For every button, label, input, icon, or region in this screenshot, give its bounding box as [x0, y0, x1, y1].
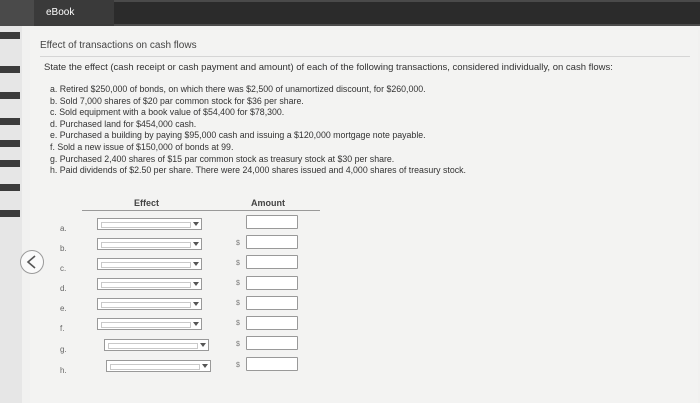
sidebar-bar[interactable]	[0, 160, 20, 167]
question-title: Effect of transactions on cash flows	[40, 40, 197, 51]
amount-input-f[interactable]	[246, 316, 298, 330]
top-bar-right	[114, 2, 700, 24]
effect-select-c[interactable]	[97, 258, 202, 270]
amount-input-d[interactable]	[246, 276, 298, 290]
select-inner	[101, 262, 191, 268]
amount-input-e[interactable]	[246, 296, 298, 310]
row-label: a.	[60, 224, 67, 233]
amount-input-g[interactable]	[246, 336, 298, 350]
dollar-sign: $	[236, 320, 240, 327]
amount-input-h[interactable]	[246, 357, 298, 371]
transaction-item: a. Retired $250,000 of bonds, on which there was $2,500 of unamortized discount, for $260,000.	[50, 84, 426, 94]
effect-select-e[interactable]	[97, 298, 202, 310]
row-label: d.	[60, 284, 67, 293]
amount-column-header: Amount	[251, 198, 285, 208]
transaction-item: f. Sold a new issue of $150,000 of bonds at 99.	[50, 141, 234, 152]
transaction-item: h. Paid dividends of $2.50 per share. There were 24,000 shares issued and 4,000 shares of treasury stock.	[50, 165, 466, 176]
ebook-tab[interactable]: eBook	[34, 0, 114, 26]
chevron-down-icon	[202, 364, 208, 368]
effect-select-f[interactable]	[97, 318, 202, 330]
transaction-list	[50, 84, 466, 177]
effect-select-h[interactable]	[106, 360, 211, 372]
dollar-sign: $	[236, 280, 240, 287]
amount-input-b[interactable]	[246, 235, 298, 249]
row-label: e.	[60, 304, 67, 313]
chevron-down-icon	[193, 282, 199, 286]
sidebar-bar[interactable]	[0, 66, 20, 73]
chevron-down-icon	[193, 262, 199, 266]
dollar-sign: $	[236, 300, 240, 307]
transaction-item: b. Sold 7,000 shares of $20 par common stock for $36 per share.	[50, 95, 304, 106]
sidebar-bar[interactable]	[0, 184, 20, 191]
top-bar	[0, 0, 700, 26]
sidebar-bar[interactable]	[0, 32, 20, 39]
chevron-left-icon	[26, 255, 38, 269]
row-label: b.	[60, 244, 67, 253]
effect-select-d[interactable]	[97, 278, 202, 290]
transaction-item: d. Purchased land for $454,000 cash.	[50, 118, 197, 129]
chevron-down-icon	[193, 222, 199, 226]
transaction-item: g. Purchased 2,400 shares of $15 par common stock as treasury stock at $30 per share.	[50, 153, 395, 164]
effect-column-header: Effect	[134, 198, 160, 208]
chevron-down-icon	[193, 242, 199, 246]
sidebar-bar[interactable]	[0, 92, 20, 99]
sidebar-bar[interactable]	[0, 140, 20, 147]
select-inner	[101, 222, 191, 228]
dollar-sign: $	[236, 341, 240, 348]
select-inner	[108, 343, 198, 349]
instruction-text: State the effect (cash receipt or cash payment and amount) of each of the following transactions, considered individually, on cash flows:	[44, 62, 613, 73]
select-inner	[101, 242, 191, 248]
transaction-item: c. Sold equipment with a book value of $54,400 for $78,300.	[50, 107, 285, 118]
header-underline	[82, 210, 320, 211]
dollar-sign: $	[236, 260, 240, 267]
dollar-sign: $	[236, 362, 240, 369]
dollar-sign: $	[236, 240, 240, 247]
amount-input-c[interactable]	[246, 255, 298, 269]
row-label: g.	[60, 345, 67, 354]
effect-select-b[interactable]	[97, 238, 202, 250]
chevron-down-icon	[200, 343, 206, 347]
effect-select-g[interactable]	[104, 339, 209, 351]
select-inner	[101, 322, 191, 328]
row-label: c.	[60, 264, 67, 273]
sidebar-bar[interactable]	[0, 118, 20, 125]
divider	[40, 56, 690, 57]
amount-input-a[interactable]	[246, 215, 298, 229]
chevron-down-icon	[193, 302, 199, 306]
effect-select-a[interactable]	[97, 218, 202, 230]
select-inner	[110, 364, 200, 370]
select-inner	[101, 302, 191, 308]
chevron-down-icon	[193, 322, 199, 326]
sidebar-bar[interactable]	[0, 210, 20, 217]
row-label: f.	[60, 324, 65, 333]
row-label: h.	[60, 366, 67, 375]
transaction-item: e. Purchased a building by paying $95,000 cash and issuing a $120,000 mortgage note payable.	[50, 130, 426, 141]
back-button[interactable]	[20, 250, 44, 274]
sidebar	[0, 26, 22, 403]
select-inner	[101, 282, 191, 288]
